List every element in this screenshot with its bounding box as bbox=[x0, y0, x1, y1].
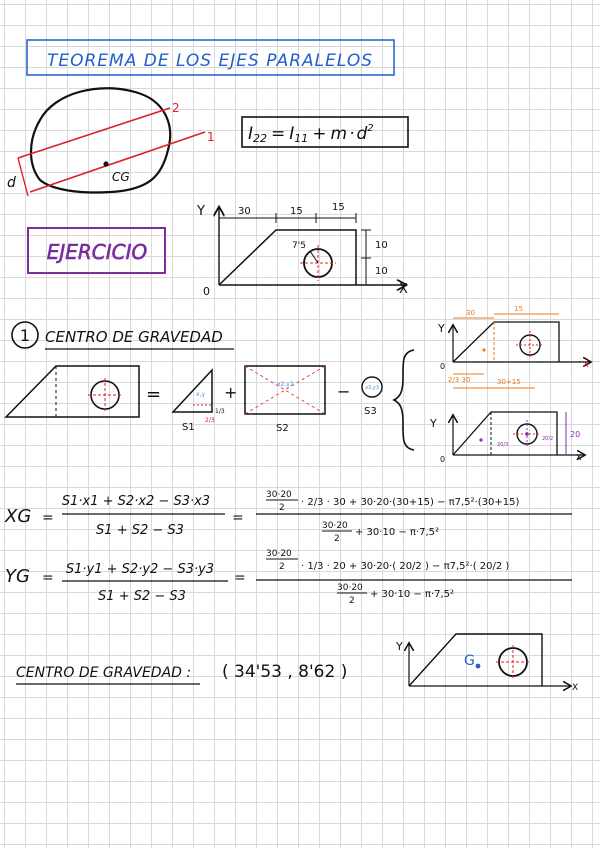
bot-frac-b: 20/2 bbox=[542, 436, 554, 442]
top-dim-15: 15 bbox=[514, 305, 523, 313]
side-figure-bottom bbox=[429, 412, 584, 464]
result-value: ( 34'53 , 8'62 ) bbox=[222, 662, 348, 682]
yg-rden-b: 2 bbox=[349, 596, 355, 606]
top-dim-a: 2/3·30 bbox=[448, 376, 471, 384]
top-origin: 0 bbox=[440, 362, 446, 371]
result-y-label: Y bbox=[396, 640, 403, 653]
dim-30: 30 bbox=[238, 206, 251, 217]
dim-15a: 15 bbox=[290, 206, 303, 217]
radius-line bbox=[310, 251, 318, 263]
radius-label: 7'5 bbox=[292, 241, 306, 251]
problem-y-label: Y bbox=[197, 204, 205, 219]
s2-centroid-label: x2,y2 bbox=[277, 381, 294, 388]
bot-y-label: Y bbox=[430, 417, 437, 430]
yg-eq2: = bbox=[234, 570, 246, 586]
dim-15b: 15 bbox=[332, 202, 345, 213]
yg-rnum-c: · 1/3 · 20 + 30·20·( 20/2 ) − π7,5²·( 20/2 ) bbox=[301, 561, 510, 572]
yg-denominator: S1 + S2 − S3 bbox=[98, 589, 186, 604]
problem-origin: 0 bbox=[203, 285, 210, 298]
formula-d: d bbox=[356, 124, 368, 144]
bot-x-label: X bbox=[576, 453, 582, 462]
decomp-eq: = bbox=[146, 384, 162, 405]
xg-eq2: = bbox=[232, 510, 244, 526]
yg-numerator: S1·y1 + S2·y2 − S3·y3 bbox=[65, 562, 215, 577]
decomp-plus: + bbox=[224, 383, 238, 402]
section-heading bbox=[12, 322, 234, 349]
title-block bbox=[27, 40, 394, 75]
dim-10b: 10 bbox=[375, 266, 388, 277]
xg-numerator: S1·x1 + S2·x2 − S3·x3 bbox=[61, 494, 211, 509]
top-y-label: Y bbox=[438, 322, 445, 335]
ejercicio-label: EJERCICIO bbox=[46, 240, 148, 264]
s1-centroid-label: x,y bbox=[196, 391, 206, 398]
section-title: CENTRO DE GRAVEDAD bbox=[45, 328, 223, 346]
distance-d-line bbox=[18, 158, 28, 196]
formula-eq: = bbox=[271, 124, 286, 144]
decomposition bbox=[6, 350, 414, 450]
centroid-label: CG bbox=[112, 170, 130, 184]
yg-lhs: YG bbox=[5, 566, 30, 587]
s3-centroid-label: x3,y3 bbox=[365, 385, 379, 391]
section-number: 1 bbox=[19, 326, 31, 345]
problem-shape bbox=[219, 230, 356, 285]
bot-frac-a: 20/3 bbox=[497, 442, 509, 448]
xg-rnum-a: 30·20 bbox=[266, 490, 292, 500]
page-title: TEOREMA DE LOS EJES PARALELOS bbox=[46, 51, 374, 71]
xg-lhs: XG bbox=[5, 506, 32, 527]
s2-label: S2 bbox=[276, 423, 289, 434]
axis-1-label: 1 bbox=[207, 130, 215, 144]
yg-equation bbox=[5, 549, 572, 606]
axis-2-line bbox=[18, 108, 170, 158]
bot-dim-20: 20 bbox=[570, 430, 581, 439]
formula-lhs-sub: 22 bbox=[253, 132, 268, 145]
xg-eq: = bbox=[42, 510, 54, 526]
formula-i-sub: 11 bbox=[294, 132, 309, 145]
top-dim-b: 30+15 bbox=[497, 378, 521, 386]
formula-exp: 2 bbox=[367, 123, 374, 134]
steiner-formula bbox=[242, 117, 408, 147]
curly-brace bbox=[394, 350, 414, 450]
decomp-minus: − bbox=[337, 382, 351, 401]
s3-label: S3 bbox=[364, 406, 377, 417]
svg-text:I22=I11+m·d2 bbox=[248, 123, 374, 145]
xg-rden-a: 30·20 bbox=[322, 521, 348, 531]
distance-d-label: d bbox=[7, 175, 16, 191]
s1-label: S1 bbox=[182, 422, 195, 433]
formula-lhs: I bbox=[248, 124, 254, 144]
xg-rden-c: + 30·10 − π·7,5² bbox=[355, 527, 440, 538]
result-block bbox=[16, 634, 578, 693]
formula-dot: · bbox=[349, 124, 355, 144]
problem-x-label: X bbox=[399, 282, 408, 297]
blob-diagram bbox=[7, 88, 215, 196]
formula-i: I bbox=[289, 124, 295, 144]
xg-denominator: S1 + S2 − S3 bbox=[96, 523, 184, 538]
yg-rnum-b: 2 bbox=[279, 562, 285, 572]
blob-outline bbox=[31, 88, 170, 192]
formula-m: m bbox=[330, 124, 348, 144]
result-x-label: X bbox=[572, 683, 579, 693]
xg-rden-b: 2 bbox=[334, 534, 340, 544]
s1-dx: 2/3 bbox=[205, 417, 215, 424]
result-shape bbox=[409, 634, 542, 686]
s1-dy: 1/3 bbox=[215, 408, 225, 415]
ejercicio-box bbox=[28, 228, 165, 273]
side-figure-top bbox=[437, 305, 590, 388]
xg-rnum-c: · 2/3 · 30 + 30·20·(30+15) − π7,5²·(30+15) bbox=[301, 497, 520, 508]
yg-rnum-a: 30·20 bbox=[266, 549, 292, 559]
result-g-label: G bbox=[464, 653, 475, 669]
result-g-point bbox=[476, 664, 481, 669]
s1-triangle bbox=[173, 370, 212, 412]
top-x-label: X bbox=[583, 360, 589, 369]
axis-2-label: 2 bbox=[172, 101, 180, 115]
xg-rnum-b: 2 bbox=[279, 503, 285, 513]
yg-eq: = bbox=[42, 570, 54, 586]
top-dim-30: 30 bbox=[466, 309, 475, 317]
result-label: CENTRO DE GRAVEDAD : bbox=[16, 665, 192, 681]
yg-rden-a: 30·20 bbox=[337, 583, 363, 593]
problem-figure bbox=[196, 202, 408, 298]
dim-10a: 10 bbox=[375, 240, 388, 251]
yg-rden-c: + 30·10 − π·7,5² bbox=[370, 589, 455, 600]
xg-equation bbox=[4, 490, 572, 544]
bot-origin: 0 bbox=[440, 455, 446, 464]
centroid-point bbox=[103, 161, 108, 166]
formula-plus: + bbox=[312, 124, 327, 144]
